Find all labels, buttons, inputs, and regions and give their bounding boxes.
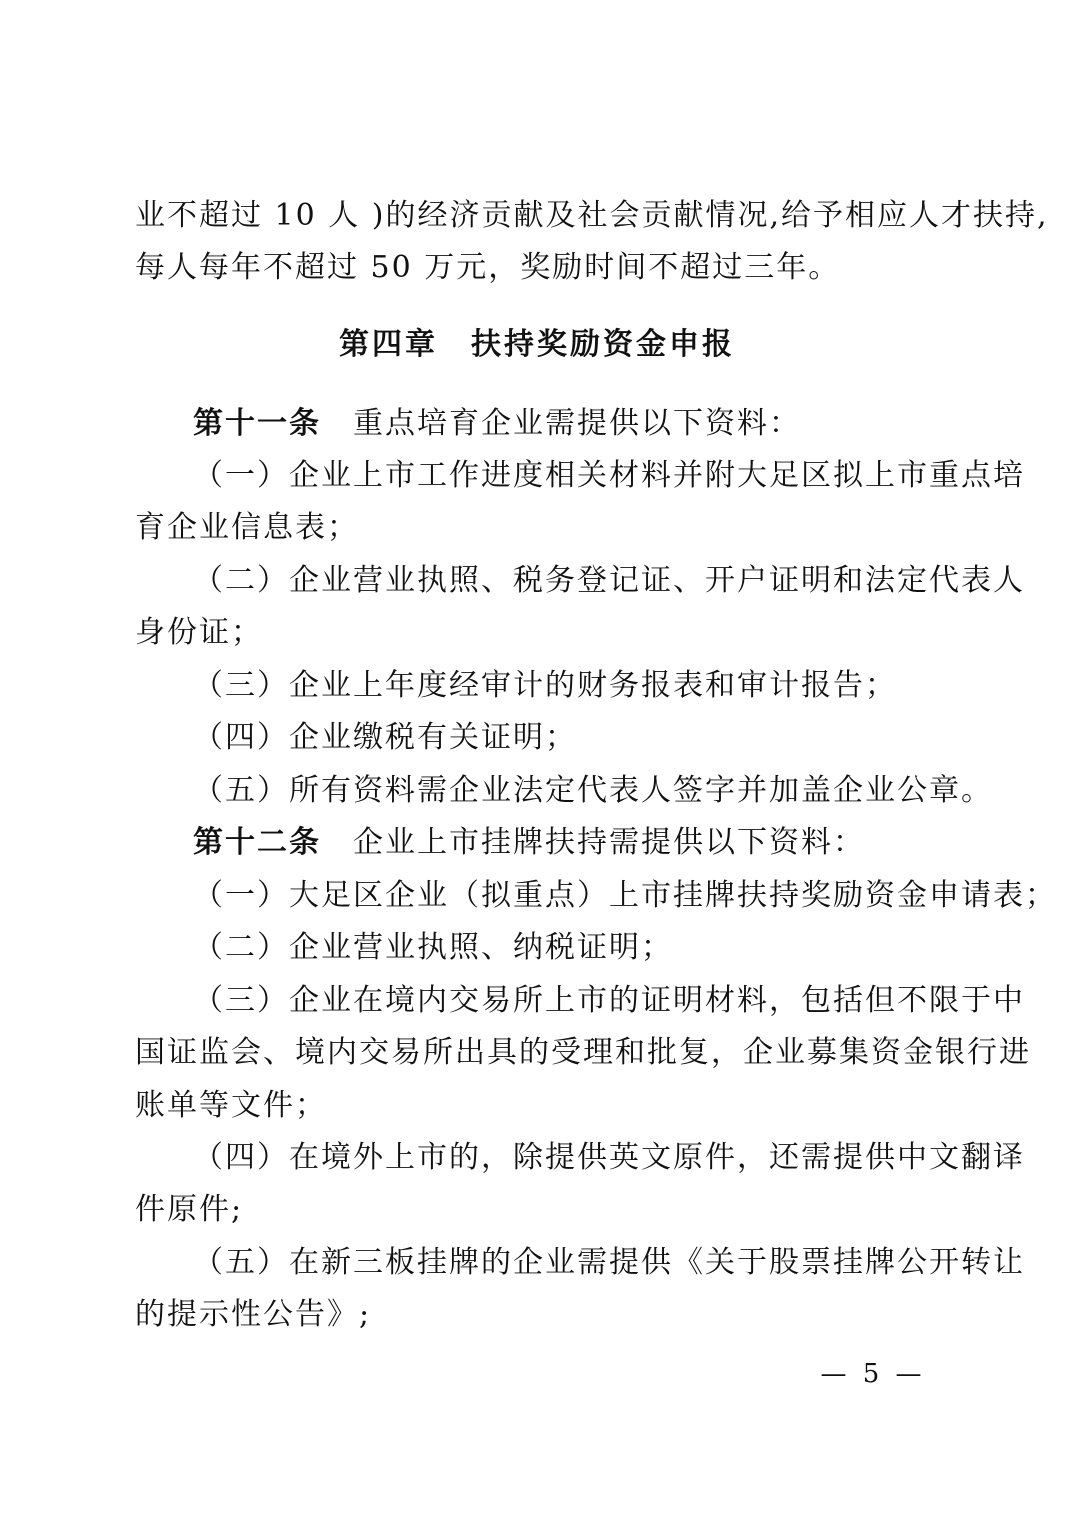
list-item-continuation: 的提示性公告》; xyxy=(135,1297,372,1332)
article-number: 第十一条 xyxy=(193,406,321,441)
list-item: （一）企业上市工作进度相关材料并附大足区拟上市重点培 xyxy=(193,458,1025,493)
article-number: 第十二条 xyxy=(193,825,321,860)
chapter-heading: 第四章 扶持奖励资金申报 xyxy=(339,327,735,362)
list-item: （三）企业在境内交易所上市的证明材料，包括但不限于中 xyxy=(193,983,1025,1018)
article-12-heading xyxy=(193,823,945,863)
list-item-continuation: 账单等文件； xyxy=(135,1088,327,1123)
list-item: （三）企业上年度经审计的财务报表和审计报告； xyxy=(193,668,897,703)
list-item: （四）在境外上市的，除提供英文原件，还需提供中文翻译 xyxy=(193,1140,1025,1175)
list-item: （四）企业缴税有关证明； xyxy=(193,720,577,755)
list-item: （一）大足区企业（拟重点）上市挂牌扶持奖励资金申请表； xyxy=(193,878,1057,913)
list-item-continuation: 件原件; xyxy=(135,1192,244,1227)
article-text: 重点培育企业需提供以下资料： xyxy=(353,406,801,441)
list-item-continuation: 国证监会、境内交易所出具的受理和批复，企业募集资金银行进 xyxy=(135,1035,1031,1070)
article-11-heading xyxy=(193,404,945,444)
paragraph-line: 每人每年不超过 50 万元，奖励时间不超过三年。 xyxy=(135,250,841,285)
page-number: — 5 — xyxy=(820,1359,926,1389)
list-item: （二）企业营业执照、纳税证明； xyxy=(193,930,673,965)
article-text: 企业上市挂牌扶持需提供以下资料： xyxy=(353,825,865,860)
paragraph-line: 业不超过 10 人 )的经济贡献及社会贡献情况,给予相应人才扶持, xyxy=(135,198,1049,233)
list-item: （五）所有资料需企业法定代表人签字并加盖企业公章。 xyxy=(193,773,993,808)
list-item-continuation: 育企业信息表； xyxy=(135,510,359,545)
list-item: （五）在新三板挂牌的企业需提供《关于股票挂牌公开转让 xyxy=(193,1245,1025,1280)
list-item: （二）企业营业执照、税务登记证、开户证明和法定代表人 xyxy=(193,563,1025,598)
list-item-continuation: 身份证； xyxy=(135,615,263,650)
